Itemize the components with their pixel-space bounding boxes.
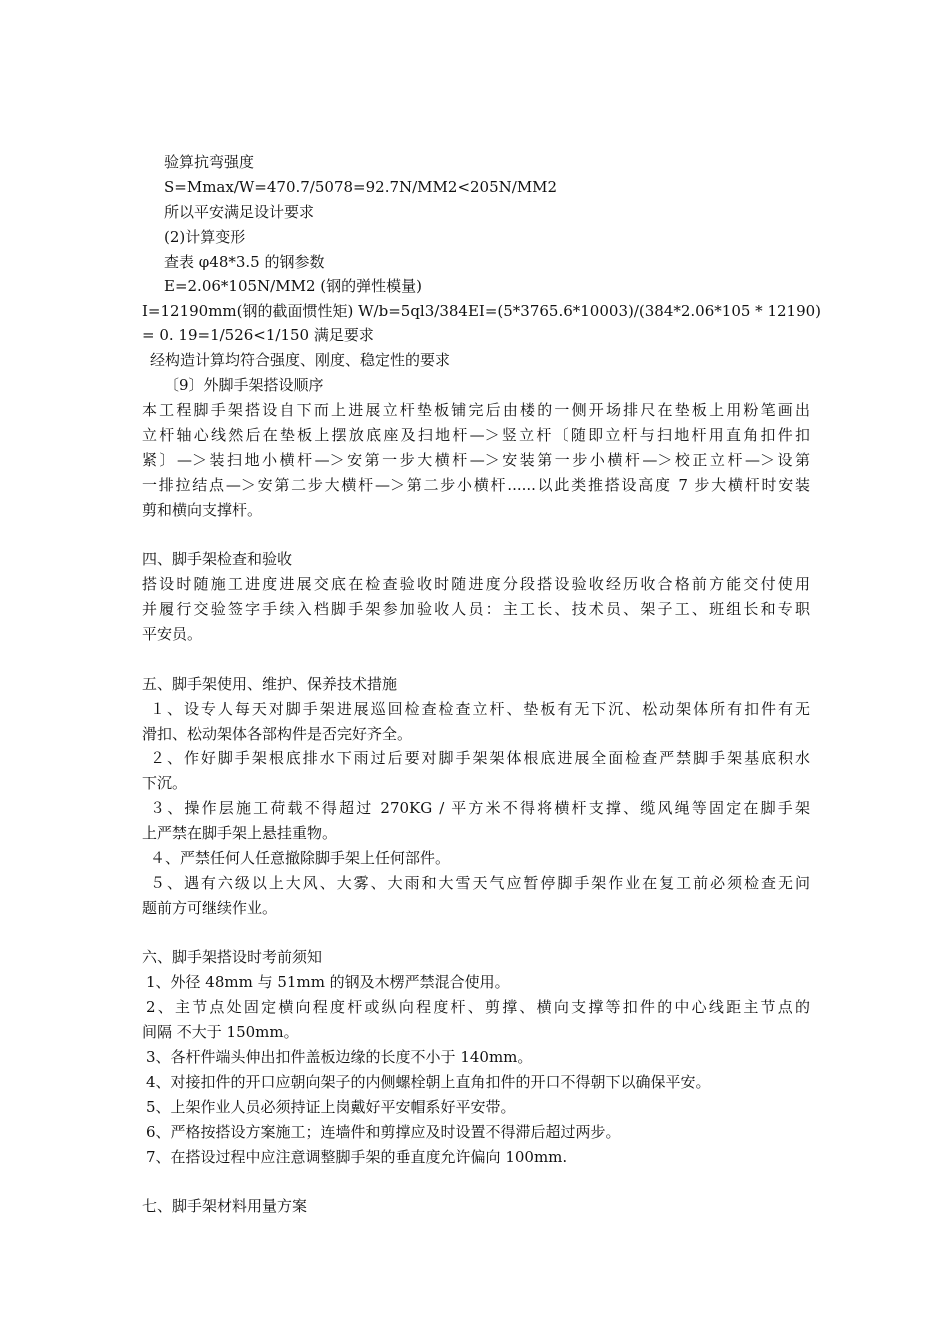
list-item: 1、外径 48mm 与 51mm 的钢及木楞严禁混合使用。 [146,973,510,991]
section-title: 六、脚手架搭设时考前须知 [142,948,323,966]
paragraph-line: 平安员。 [142,625,203,643]
calc-heading: 〔9〕外脚手架搭设顺序 [164,376,324,394]
sequence-line: 本工程脚手架搭设自下而上进展立杆垫板铺完后由楼的一侧开场排尺在垫板上用粉笔画出 [142,401,810,419]
sequence-line: 剪和横向支撑杆。 [142,501,263,519]
sequence-line: 紧〕—＞装扫地小横杆—＞安第一步大横杆—＞安装第一步小横杆—＞校正立杆—＞设第 [142,451,810,469]
calc-line: 所以平安满足设计要求 [164,203,315,221]
list-item: 6、严格按搭设方案施工；连墙件和剪撑应及时设置不得滞后超过两步。 [146,1123,621,1141]
list-item: 下沉。 [142,774,188,792]
calc-line: 经构造计算均符合强度、刚度、稳定性的要求 [150,351,451,369]
paragraph-line: 搭设时随施工进度进展交底在检查验收时随进度分段搭设验收经历收合格前方能交付使用 [142,575,810,593]
calc-line: (2)计算变形 [164,228,246,246]
section-title: 七、脚手架材料用量方案 [142,1197,308,1215]
calc-line: I=12190mm(钢的截面惯性矩) W/b=5ql3/384EI=(5*3765.6*10003)/(384*2.06*105 * 12190) [142,302,822,320]
list-item: 7、在搭设过程中应注意调整脚手架的垂直度允许偏向 100mm. [146,1148,568,1166]
calc-line: = 0. 19=1/526<1/150 满足要求 [142,326,374,344]
paragraph-line: 并履行交验签字手续入档脚手架参加验收人员：主工长、技术员、架子工、班组长和专职 [142,600,810,618]
calc-line: S=Mmax/W=470.7/5078=92.7N/MM2<205N/MM2 [164,178,558,196]
sequence-line: 立杆轴心线然后在垫板上摆放底座及扫地杆—＞竖立杆〔随即立杆与扫地杆用直角扣件扣 [142,426,810,444]
list-item: １、设专人每天对脚手架进展巡回检查检查立杆、垫板有无下沉、松动架体所有扣件有无 [150,700,810,718]
list-item: ３、操作层施工荷载不得超过 270KG / 平方米不得将横杆支撑、缆风绳等固定在脚手架 [150,799,810,817]
calc-line: 查表 φ48*3.5 的钢参数 [164,253,325,271]
calc-line: E=2.06*105N/MM2 (钢的弹性模量) [164,277,422,295]
list-item: ４、严禁任何人任意撤除脚手架上任何部件。 [150,849,451,867]
calc-line: 验算抗弯强度 [164,153,255,171]
list-item: 5、上架作业人员必须持证上岗戴好平安帽系好平安带。 [146,1098,516,1116]
list-item: ５、遇有六级以上大风、大雾、大雨和大雪天气应暂停脚手架作业在复工前必须检查无问 [150,874,810,892]
list-item: 3、各杆件端头伸出扣件盖板边缘的长度不小于 140mm。 [146,1048,533,1066]
list-item: 间隔 不大于 150mm。 [142,1023,299,1041]
sequence-line: 一排拉结点—＞安第二步大横杆—＞第二步小横杆......以此类推搭设高度 7 步大横杆时安装 [142,476,810,494]
list-item: 上严禁在脚手架上悬挂重物。 [142,824,338,842]
section-title: 四、脚手架检查和验收 [142,550,293,568]
list-item: ２、作好脚手架根底排水下雨过后要对脚手架架体根底进展全面检查严禁脚手架基底积水 [150,749,810,767]
list-item: 2、主节点处固定横向程度杆或纵向程度杆、剪撑、横向支撑等扣件的中心线距主节点的 [146,998,810,1016]
list-item: 4、对接扣件的开口应朝向架子的内侧螺栓朝上直角扣件的开口不得朝下以确保平安。 [146,1073,711,1091]
section-title: 五、脚手架使用、维护、保养技术措施 [142,675,398,693]
list-item: 题前方可继续作业。 [142,899,278,917]
list-item: 滑扣、松动架体各部构件是否完好齐全。 [142,725,413,743]
